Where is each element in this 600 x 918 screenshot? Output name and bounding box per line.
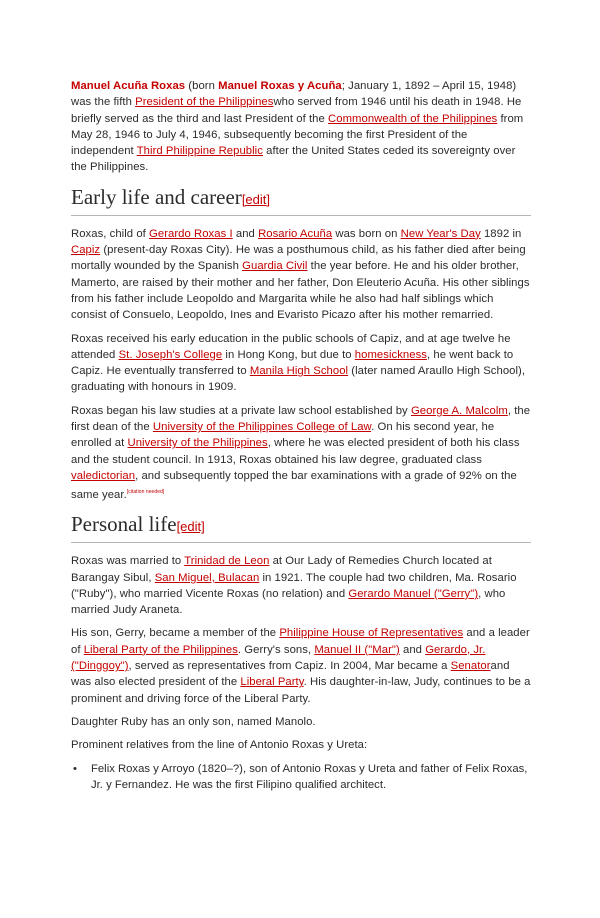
early-life-paragraph-2 <box>71 331 531 396</box>
link-commonwealth[interactable]: Commonwealth of the Philippines <box>328 112 498 125</box>
early-life-paragraph-1 <box>71 226 531 324</box>
link-senator[interactable]: Senator <box>450 660 491 673</box>
subject-name: Manuel Acuña Roxas <box>71 80 186 92</box>
text: and a leader of <box>71 627 530 656</box>
text: the year before. He and his older brother, Mamerto, are raised by their mother and her father, Don Eleuterio Acuña. His other siblings from his father include Leopoldo and Margarita while he also had half siblings which consist of Consuelo, Leopoldo, Ines and Evaristo Picazo after his mother remarried. <box>71 260 530 322</box>
link-third-republic[interactable]: Third Philippine Republic <box>136 145 263 158</box>
text: . Gerry's sons, <box>237 643 315 656</box>
text: , where he was elected president of both his class and the student council. In 1913, Roxas obtained his law degree, graduated class <box>71 437 520 466</box>
link-guardia-civil[interactable]: Guardia Civil <box>242 260 308 273</box>
text: (born <box>185 80 219 92</box>
link-house-of-representatives[interactable]: Philippine House of Representatives <box>279 627 464 640</box>
text: Roxas began his law studies at a private law school established by <box>71 404 411 417</box>
text: , the first dean of the <box>71 404 531 434</box>
text: ; January 1, 1892 – April 15, 1948) was the fifth <box>71 80 517 109</box>
link-st-josephs-college[interactable]: St. Joseph's College <box>118 348 223 361</box>
personal-life-paragraph-3: Daughter Ruby has an only son, named Manolo. <box>71 715 316 728</box>
text: and was also elected president of the <box>71 660 510 689</box>
text: , he went back to Capiz. He eventually transferred to <box>71 348 514 378</box>
text: from May 28, 1946 to July 4, 1946, subsequently becoming the first President of the independent <box>71 112 524 158</box>
text: and <box>399 643 426 656</box>
text: Roxas received his early education in the public schools of Capiz, and at age twelve he attended <box>71 332 511 361</box>
link-trinidad-de-leon[interactable]: Trinidad de Leon <box>184 555 270 568</box>
text: Roxas was married to <box>71 555 185 568</box>
text: after the United States ceded its sovereignty over the Philippines. <box>71 145 516 174</box>
personal-life-paragraph-2 <box>71 625 531 706</box>
link-university-of-the-philippines[interactable]: University of the Philippines <box>127 437 268 450</box>
text: . On his second year, he enrolled at <box>71 421 495 450</box>
text: and <box>232 227 259 240</box>
link-george-malcolm[interactable]: George A. Malcolm <box>410 404 508 417</box>
early-life-paragraph-3 <box>71 403 531 504</box>
link-san-miguel-bulacan[interactable]: San Miguel, Bulacan <box>154 571 260 584</box>
section-title: Personal life <box>71 512 177 537</box>
citation-needed[interactable]: [citation needed] <box>126 489 165 496</box>
text: at Our Lady of Remedies Church located at Barangay Sibul, <box>71 555 492 584</box>
link-up-college-of-law[interactable]: University of the Philippines College of Law <box>152 421 372 434</box>
text: 1892 in <box>480 227 522 240</box>
personal-life-paragraph-4: Prominent relatives from the line of Antonio Roxas y Ureta: <box>71 739 368 752</box>
text: , who married Judy Araneta. <box>71 587 506 617</box>
bullet-icon: • <box>73 762 77 775</box>
birth-name: Manuel Roxas y Acuña <box>218 80 342 92</box>
text: His son, Gerry, became a member of the <box>71 627 280 640</box>
link-liberal-party[interactable]: Liberal Party <box>240 676 304 689</box>
text: Roxas, child of <box>71 227 150 240</box>
link-homesickness[interactable]: homesickness <box>354 348 427 361</box>
personal-life-paragraph-1 <box>71 553 531 618</box>
link-manila-high-school[interactable]: Manila High School <box>249 365 349 378</box>
text: in Hong Kong, but due to <box>222 348 355 361</box>
section-heading-early-life <box>71 184 531 216</box>
section-heading-personal-life <box>71 511 531 543</box>
link-liberal-party-of-the-philippines[interactable]: Liberal Party of the Philippines <box>83 643 238 656</box>
text: in 1921. The couple had two children, Ma. Rosario ("Ruby"), who married Vicente Roxas (no relation) and <box>71 571 517 600</box>
link-president-of-the-philippines[interactable]: President of the Philippines <box>135 96 274 109</box>
section-title: Early life and career <box>71 184 242 209</box>
link-gerardo-roxas[interactable]: Gerardo Roxas I <box>149 227 233 240</box>
intro-paragraph <box>71 78 531 176</box>
text: . His daughter-in-law, Judy, continues to be a prominent and driving force of the Liberal Party. <box>71 676 531 705</box>
link-new-years-day[interactable]: New Year's Day <box>400 227 481 240</box>
text: , served as representatives from Capiz. In 2004, Mar became a <box>128 660 451 673</box>
text: (present-day Roxas City). He was a posthumous child, as his father died after being mortally wounded by the Spanish <box>71 244 526 273</box>
list-item <box>71 761 531 794</box>
link-valedictorian[interactable]: valedictorian <box>71 469 136 482</box>
link-manuel-ii[interactable]: Manuel II ("Mar") <box>314 643 400 656</box>
link-gerardo-jr[interactable]: Gerardo, Jr. ("Dinggoy") <box>71 643 486 673</box>
text: was born on <box>332 227 401 240</box>
link-rosario-acuna[interactable]: Rosario Acuña <box>258 227 333 240</box>
link-capiz[interactable]: Capiz <box>71 244 101 257</box>
edit-link[interactable]: [edit] <box>241 191 270 207</box>
article-body <box>71 78 531 793</box>
edit-link[interactable]: [edit] <box>176 519 205 535</box>
relatives-list <box>71 761 531 794</box>
text: , and subsequently topped the bar examinations with a grade of 92% on the same year. <box>71 469 517 501</box>
list-item-text: Felix Roxas y Arroyo (1820–?), son of Antonio Roxas y Ureta and father of Felix Roxas, Jr. y Fernandez. He was the first Filipino qualified architect. <box>91 762 528 791</box>
link-gerardo-manuel[interactable]: Gerardo Manuel ("Gerry") <box>348 587 479 600</box>
text: who served from 1946 until his death in 1948. He briefly served as the third and last President of the <box>71 96 522 125</box>
text: (later named Araullo High School), graduating with honours in 1909. <box>71 365 526 394</box>
